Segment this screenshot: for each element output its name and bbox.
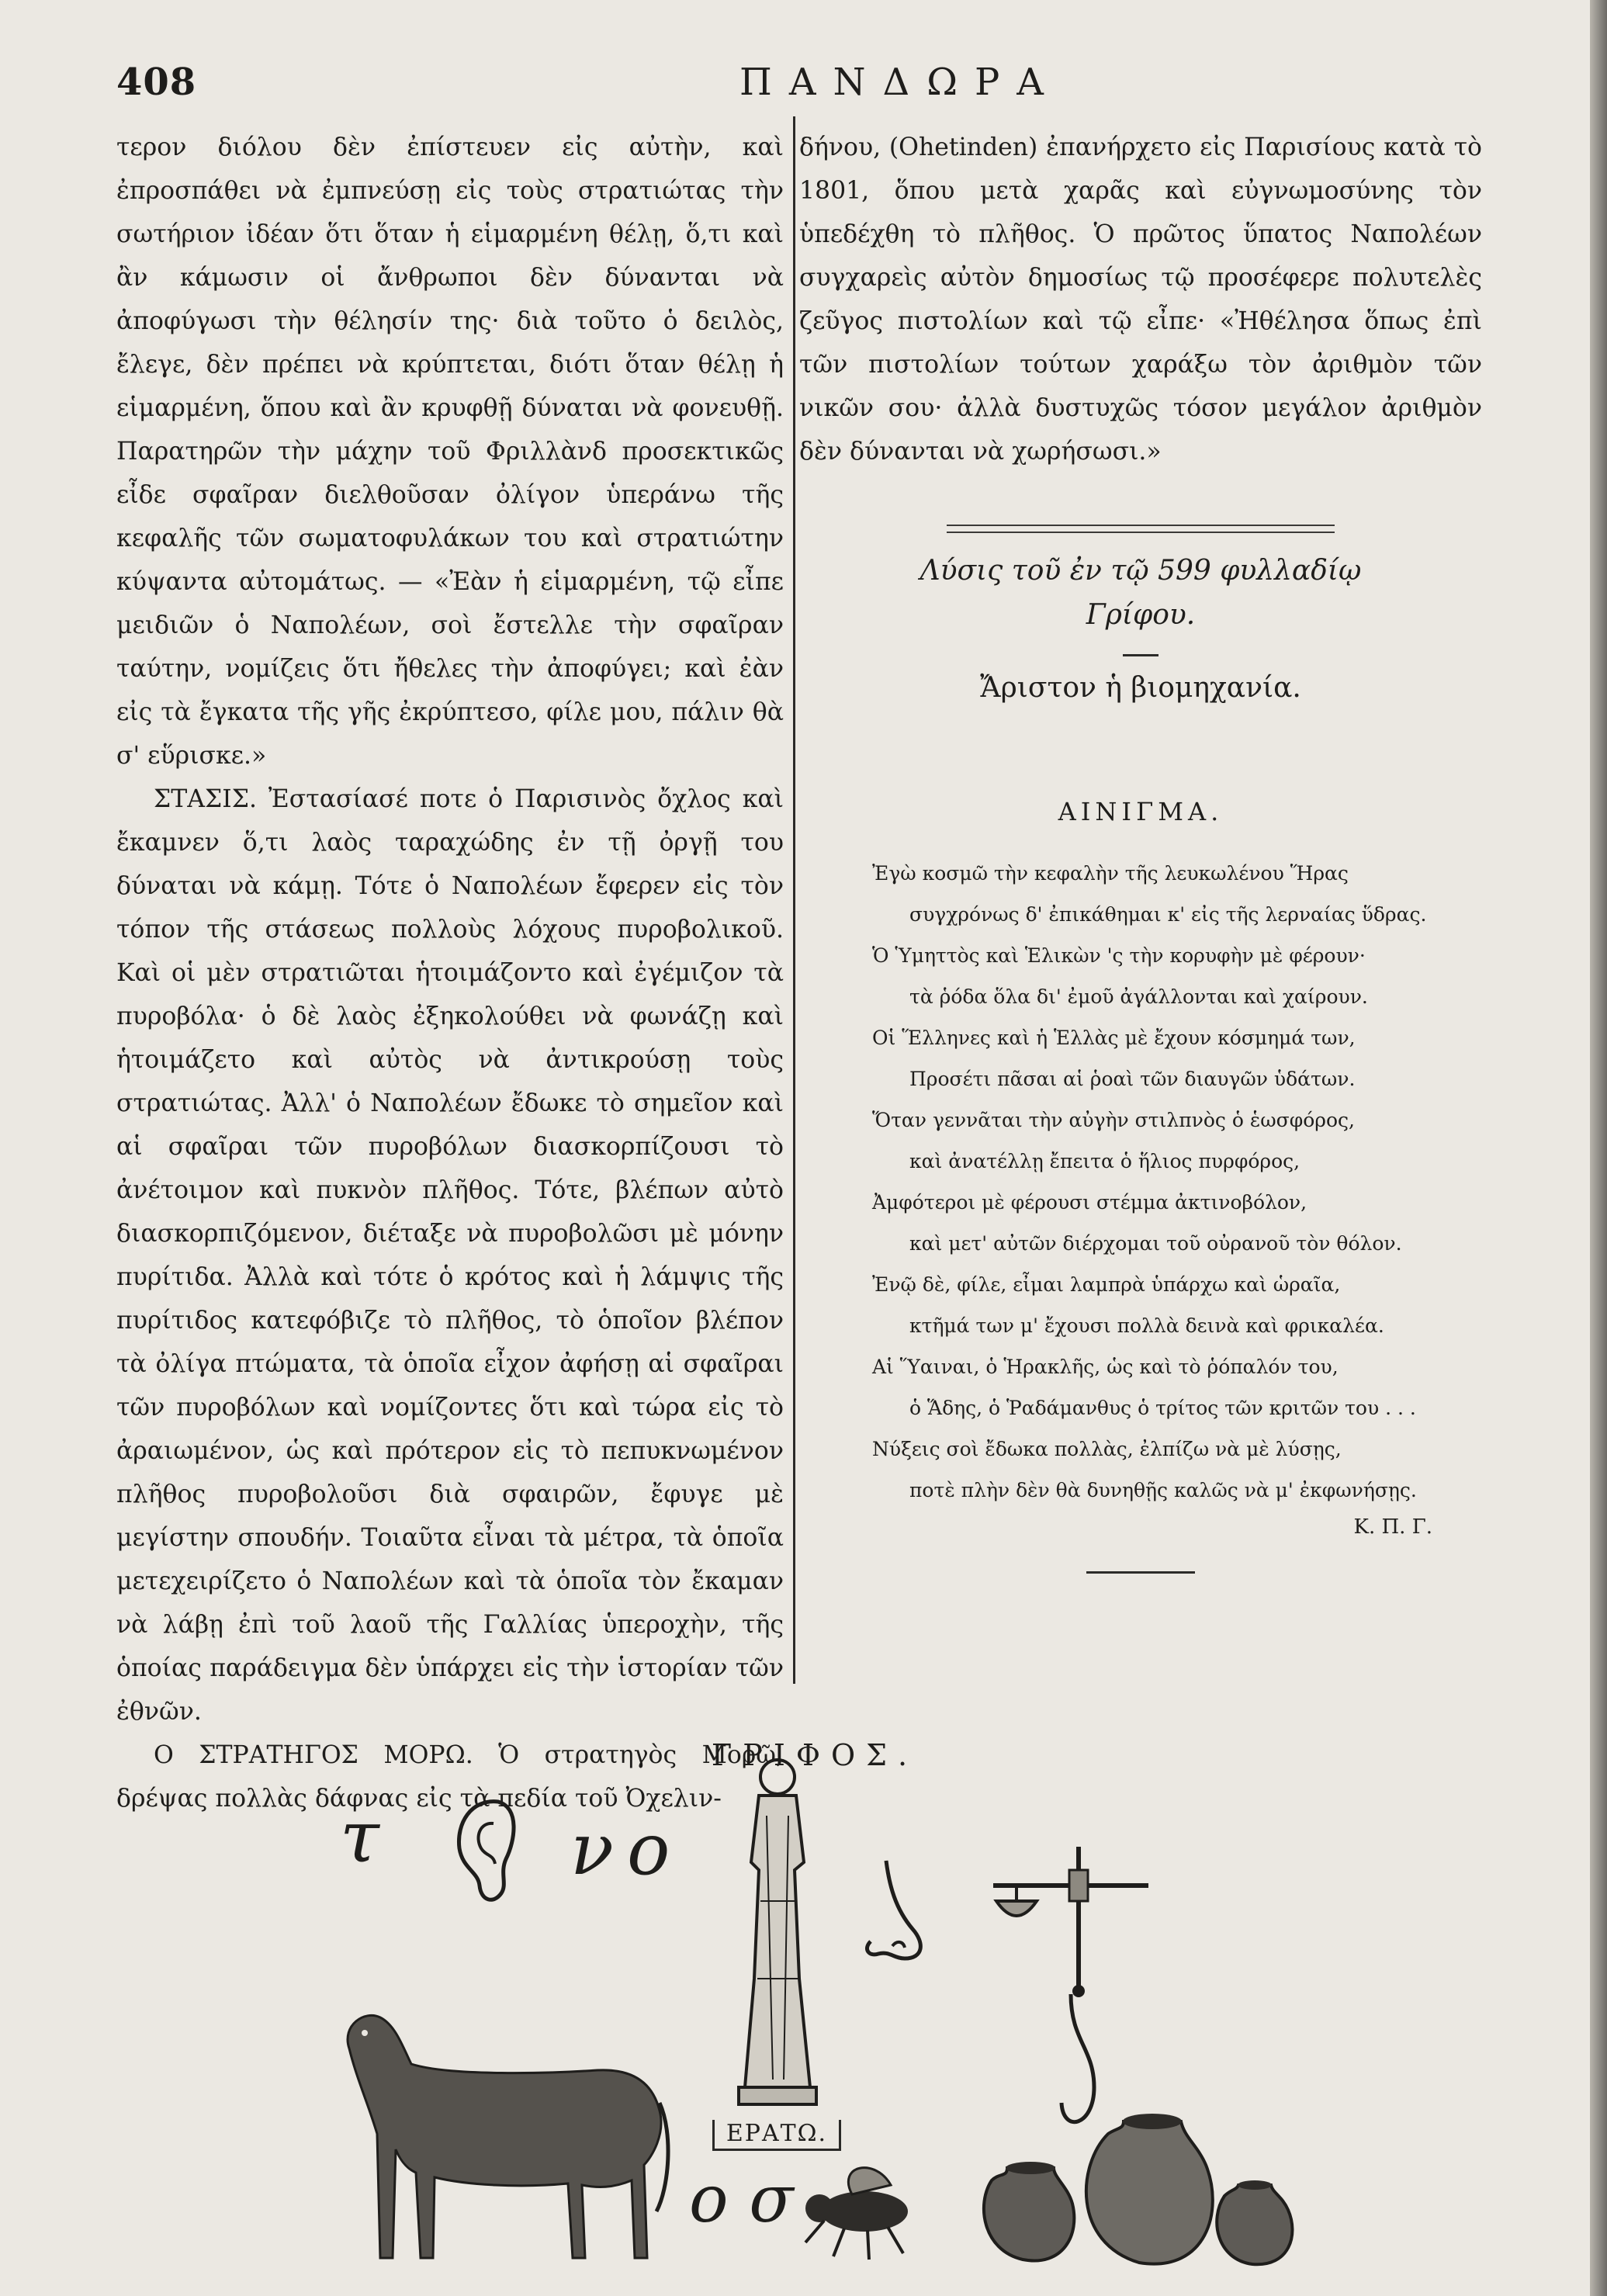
- statue-icon: [723, 1746, 832, 2118]
- nose-icon: [855, 1854, 940, 1971]
- riddle-poem: [799, 853, 1482, 1511]
- poem-line: Ἀμφότεροι μὲ φέρουσι στέμμα ἀκτινοβόλον,: [872, 1191, 1307, 1214]
- solution-heading: Λύσις τοῦ ἐν τῷ 599 φυλλαδίῳ: [920, 555, 1362, 587]
- rebus-letters-os: ο σ: [689, 2161, 794, 2237]
- poem-line: Αἱ Ὕαιναι, ὁ Ἡρακλῆς, ὡς καὶ τὸ ῥόπαλόν του,: [872, 1356, 1339, 1378]
- poem-line: ὁ Ἅδης, ὁ Ῥαδάμανθυς ὁ τρίτος τῶν κριτῶν του . . .: [909, 1397, 1416, 1419]
- poem-line: Προσέτι πᾶσαι αἱ ῥοαὶ τῶν διαυγῶν ὑδάτων.: [909, 1068, 1356, 1090]
- section-divider: [947, 525, 1335, 533]
- running-title: ΠΑΝΔΩΡΑ: [739, 61, 1061, 104]
- poem-line: κτῆμά των μ' ἔχουσι πολλὰ δεινὰ καὶ φρικαλέα.: [909, 1314, 1384, 1337]
- rebus-letter-tau: τ: [340, 1796, 379, 1879]
- jars-icon: [976, 2087, 1302, 2273]
- left-column: [116, 126, 784, 1820]
- column-divider: [793, 116, 795, 1684]
- riddle-title: ΑΙΝΙΓΜΑ.: [1058, 797, 1224, 826]
- rebus-puzzle: [0, 1684, 1607, 2296]
- solution-subheading: Γρίφου.: [1086, 599, 1196, 631]
- poem-line: συγχρόνως δ' ἐπικάθημαι κ' εἰς τῆς λερναίας ὕδρας.: [909, 903, 1427, 926]
- paragraph-stasis: ΣΤΑΣΙΣ. Ἐστασίασέ ποτε ὁ Παρισινὸς ὄχλος καὶ ἔκαμνεν ὅ,τι λαὸς ταραχώδης ἐν τῇ ὀργῇ του δύναται νὰ κάμῃ. Τότε ὁ Ναπολέων ἔφερεν εἰς τὸν τόπον τῆς στάσεως πολλοὺς λόχους πυροβολικοῦ. Καὶ οἱ μὲν στρατιῶται ἡτοιμάζοντο καὶ ἐγέμιζον τὰ πυροβόλα· ὁ δὲ λαὸς ἐξηκολούθει νὰ φωνάζῃ καὶ ἡτοιμάζετο καὶ αὐτὸς νὰ ἀντικρούσῃ τοὺς στρατιώτας. Ἀλλ' ὁ Ναπολέων ἔδωκε τὸ σημεῖον καὶ αἱ σφαῖραι τῶν πυροβόλων διασκορπίζουσι τὸ ἀνέτοιμον καὶ πυκνὸν πλῆθος. Τότε, βλέπων αὐτὸ διασκορπιζόμενον, διέταξε νὰ πυροβολῶσι μὲ μόνην πυρίτιδα. Ἀλλὰ καὶ τότε ὁ κρότος καὶ ἡ λάμψις τῆς πυρίτιδος κατεφόβιζε τὸ πλῆθος, τὸ ὁποῖον βλέπον τὰ ὀλίγα πτώματα, τὰ ὁποῖα εἶχον ἀφήσῃ αἱ σφαῖραι τῶν πυροβόλων καὶ νομίζοντες ὅτι καὶ τώρα εἰς τὸ ἀραιωμένον, ὡς καὶ πρότερον εἰς τὸ πεπυκνωμένον πλῆθος πυροβολοῦσι διὰ σφαιρῶν, ἔφυγε μὲ μεγίστην σπουδήν. Τοιαῦτα εἶναι τὰ μέτρα, τὰ ὁποῖα μετεχειρίζετο ὁ Ναπολέων καὶ τὰ ὁποῖα τὸν ἔκαμαν νὰ λάβῃ ἐπὶ τοῦ λαοῦ τῆς Γαλλίας ὑπεροχὴν, τῆς ὁποίας παράδειγμα δὲν ὑπάρχει εἰς τὴν ἱστορίαν τῶν ἐθνῶν.: [116, 785, 784, 1726]
- poem-line: Οἱ Ἕλληνες καὶ ἡ Ἑλλὰς μὲ ἔχουν κόσμημά των,: [872, 1027, 1356, 1049]
- poem-line: καὶ μετ' αὐτῶν διέρχομαι τοῦ οὐρανοῦ τὸν θόλον.: [909, 1232, 1402, 1255]
- poem-line: Ὅταν γεννᾶται τὴν αὐγὴν στιλπνὸς ὁ ἑωσφόρος,: [872, 1109, 1355, 1131]
- fly-icon: [790, 2157, 930, 2266]
- paragraph-continuation: τερον διόλου δὲν ἐπίστευεν εἰς αὐτὴν, καὶ ἐπροσπάθει νὰ ἐμπνεύσῃ εἰς τοὺς στρατιώτας τὴν σωτήριον ἰδέαν ὅτι ὅταν ἡ εἱμαρμένη θέλῃ, ὅ,τι καὶ ἂν κάμωσιν οἱ ἄνθρωποι δὲν δύνανται νὰ ἀποφύγωσι τὴν θέλησίν της· διὰ τοῦτο ὁ δειλὸς, ἔλεγε, δὲν πρέπει νὰ κρύπτεται, διότι ὅταν θέλῃ ἡ εἱμαρμένη, ὅπου καὶ ἂν κρυφθῇ δύναται νὰ φονευθῇ. Παρατηρῶν τὴν μάχην τοῦ Φριλλὰνδ προσεκτικῶς εἶδε σφαῖραν διελθοῦσαν ὀλίγον ὑπεράνω τῆς κεφαλῆς τῶν σωματοφυλάκων του καὶ στρατιώτην κύψαντα αὐτομάτως. — «Ἐὰν ἡ εἱμαρμένη, τῷ εἶπε μειδιῶν ὁ Ναπολέων, σοὶ ἔστελλε τὴν σφαῖραν ταύτην, νομίζεις ὅτι ἤθελες τὴν ἀποφύγει; καὶ ἐὰν εἰς τὰ ἔγκατα τῆς γῆς ἐκρύπτεσο, φίλε μου, πάλιν θὰ σ' εὕρισκε.»: [116, 133, 784, 770]
- right-column: [799, 126, 1482, 1574]
- poem-line: Ὁ Ὑμηττὸς καὶ Ἑλικὼν 'ς τὴν κορυφὴν μὲ φέρουν·: [872, 944, 1366, 967]
- poem-line: ποτὲ πλὴν δὲν θὰ δυνηθῇς καλῶς νὰ μ' ἐκφωνήσῃς.: [909, 1479, 1417, 1501]
- poem-line: καὶ ἀνατέλλῃ ἔπειτα ὁ ἥλιος πυρφόρος,: [909, 1150, 1300, 1172]
- short-divider: [1123, 654, 1158, 656]
- statue-label: ΕΡΑΤΩ.: [712, 2120, 841, 2151]
- page-header: [116, 61, 1575, 115]
- rebus-letter-omicron: ο: [627, 1808, 670, 1891]
- poem-line: Ἐγὼ κοσμῶ τὴν κεφαλὴν τῆς λευκωλένου Ἥρας: [872, 862, 1349, 885]
- paragraph-moreau-continued: δήνου, (Ohetinden) ἐπανήρχετο εἰς Παρισίους κατὰ τὸ 1801, ὅπου μετὰ χαρᾶς καὶ εὐγνωμοσύνης τὸν ὑπεδέχθη τὸ πλῆθος. Ὁ πρῶτος ὕπατος Ναπολέων συγχαρεὶς αὐτὸν δημοσίως τῷ προσέφερε πολυτελὲς ζεῦγος πιστολίων καὶ τῷ εἶπε· «Ἠθέλησα ὅπως ἐπὶ τῶν πιστολίων τούτων χαράξω τὸν ἀριθμὸν τῶν νικῶν σου· ἀλλὰ δυστυχῶς τόσον μεγάλον ἀριθμὸν δὲν δύνανται νὰ χωρήσωσι.»: [799, 133, 1482, 466]
- page-number: 408: [116, 61, 197, 104]
- poem-line: Νύξεις σοὶ ἔδωκα πολλὰς, ἐλπίζω νὰ μὲ λύσῃς,: [872, 1438, 1342, 1460]
- poem-line: τὰ ῥόδα ὅλα δι' ἐμοῦ ἀγάλλονται καὶ χαίρουν.: [909, 985, 1368, 1008]
- solution-answer: Ἄριστον ἡ βιομηχανία.: [980, 672, 1301, 704]
- rebus-letter-nu: ν: [570, 1808, 614, 1891]
- paragraph-moreau: Ο ΣΤΡΑΤΗΓΟΣ ΜΟΡΩ. Ὁ στρατηγὸς Μορῶ, δρέψας πολλὰς δάφνας εἰς τὰ πεδία τοῦ Ὀχελιν-: [116, 1741, 784, 1813]
- horse-icon: [318, 2002, 675, 2273]
- rebus-title: ΓΡΙΦΟΣ.: [711, 1738, 919, 1772]
- poem-line: Ἐνῷ δὲ, φίλε, εἶμαι λαμπρὰ ὑπάρχω καὶ ὡραῖα,: [872, 1273, 1341, 1296]
- ear-icon: [444, 1792, 521, 1909]
- end-divider: [1086, 1571, 1195, 1574]
- signature: Κ. Π. Γ.: [1353, 1515, 1432, 1539]
